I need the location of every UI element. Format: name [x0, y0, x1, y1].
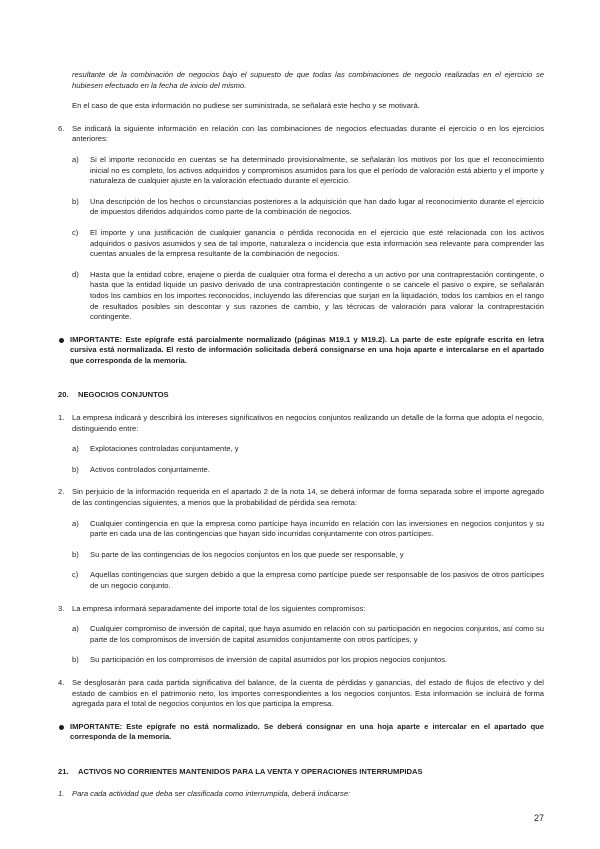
- section-title: NEGOCIOS CONJUNTOS: [78, 390, 169, 400]
- sub-letter: b): [72, 464, 79, 474]
- sub-letter: b): [72, 196, 79, 206]
- item-text: Sin perjuicio de la información requerida en el apartado 2 de la nota 14, se deberá informar de forma separada sobre el importe agregado de las contingencias siguientes, a menos que la probabilidad de pérdida sea remota:: [72, 487, 544, 508]
- sub-letter: c): [72, 227, 79, 237]
- item-6: [58, 124, 544, 145]
- sub-letter: a): [72, 154, 79, 164]
- sub-text: Su participación en los compromisos de inversión de capital asumidos por los propios negocios conjuntos.: [90, 655, 448, 665]
- sub-letter: d): [72, 269, 79, 279]
- sub-letter: a): [72, 444, 79, 454]
- page-number: 27: [533, 813, 544, 823]
- item-number: 2.: [58, 487, 65, 497]
- sub-text: Cualquier compromiso de inversión de capital, que haya asumido en relación con su participación en negocios conjuntos, así como su parte de los compromisos de inversión de capital asumidos conjuntamente con otros partícipes, y: [90, 624, 544, 644]
- s21-item-1: [58, 789, 544, 800]
- item-number: 4.: [58, 677, 65, 687]
- sub-text: Una descripción de los hechos o circunstancias posteriores a la adquisición que han dado lugar al reconocimiento durante el ejercicio de impuestos diferidos adquiridos como parte de la combinación de negocios.: [90, 196, 544, 217]
- bullet-icon: [59, 338, 64, 343]
- sub-letter: c): [72, 570, 79, 580]
- item-6-sub-d: [72, 270, 544, 323]
- sub-text: El importe y una justificación de cualquier ganancia o pérdida reconocida en el ejercicio que esté relacionada con los activos adquiridos o pasivos asumidos y sea de tal importe, naturaleza o incidencia que esta información sea relevante para comprender las cuentas anuales de la empresa resultante de la combinación de negocios.: [90, 227, 544, 259]
- sub-text: Cualquier contingencia en que la empresa como partícipe haya incurrido en relación con las inversiones en negocios conjuntos y su parte en cada una de las contingencias que hayan sido incurridas conjuntamente con otros partícipes.: [90, 518, 544, 539]
- s20-item-2: [58, 487, 544, 508]
- item-text: Se desglosarán para cada partida significativa del balance, de la cuenta de pérdidas y ganancias, del estado de flujos de efectivo y del estado de cambios en el patrimonio neto, los importes correspondientes a los negocios conjuntos. Esta información se incluirá de forma agregada para el total de negocios conjuntos en los que participa la empresa.: [72, 677, 544, 709]
- sub-text: Explotaciones controladas conjuntamente, y: [90, 444, 239, 454]
- sub-text: Hasta que la entidad cobre, enajene o pierda de cualquier otra forma el derecho a un activo por una contraprestación contingente, o hasta que la entidad liquide un pasivo derivado de una contraprestación contingente o se cancele el pasivo o expire, se señalarán todos los cambios en los importes reconocidos, incluyendo las diferencias que surjan en la liquidación, todos los cambios en el rango de resultados posibles sin descontar y sus razones de cambio, y las técnicas de valoración para valorar la contraprestación contingente.: [90, 269, 544, 322]
- important-note: [58, 335, 544, 367]
- sub-letter: a): [72, 624, 79, 634]
- fallback-paragraph: En el caso de que esta información no pudiese ser suministrada, se señalará este hecho y se motivará.: [72, 101, 420, 111]
- sub-text: Aquellas contingencias que surgen debido a que la empresa como partícipe puede ser responsable de los pasivos de otros partícipes de un negocio conjunto.: [90, 570, 544, 590]
- s20-item-1-sub-b: [72, 465, 544, 476]
- section-number: 20.: [58, 390, 69, 400]
- sub-text: Activos controlados conjuntamente.: [90, 464, 210, 474]
- item-number: 6.: [58, 123, 65, 133]
- section-title: ACTIVOS NO CORRIENTES MANTENIDOS PARA LA VENTA Y OPERACIONES INTERRUMPIDAS: [78, 766, 423, 776]
- section-heading-21: [58, 767, 544, 778]
- s20-item-2-sub-a: [72, 519, 544, 540]
- item-6-sub-a: [72, 155, 544, 187]
- s20-item-3-sub-a: [72, 624, 544, 645]
- sub-letter: a): [72, 518, 79, 528]
- s20-item-3-sub-b: [72, 655, 544, 666]
- sub-letter: b): [72, 549, 79, 559]
- item-number: 1.: [58, 413, 65, 423]
- item-text: Para cada actividad que deba ser clasificada como interrumpida, deberá indicarse:: [72, 788, 351, 798]
- item-number: 3.: [58, 603, 65, 613]
- s20-item-3: [58, 604, 544, 615]
- italic-continuation: resultante de la combinación de negocios bajo el supuesto de que todas las combinaciones de negocio realizadas en el ejercicio se hubiesen efectuado en la fecha de inicio del mismo.: [72, 70, 544, 90]
- important-note: [58, 722, 544, 743]
- sub-text: Su parte de las contingencias de los negocios conjuntos en los que puede ser responsable, y: [90, 549, 404, 559]
- sub-text: Si el importe reconocido en cuentas se ha determinado provisionalmente, se señalarán los motivos por los que el reconocimiento inicial no es completo, los activos adquiridos y compromisos asumidos para los que el período de valoración está abierto y el importe y naturaleza de cualquier ajuste en la valoración efectuado durante el ejercicio.: [90, 154, 544, 186]
- bullet-icon: [59, 725, 64, 730]
- item-6-sub-c: [72, 228, 544, 260]
- item-6-sub-b: [72, 197, 544, 218]
- item-number: 1.: [58, 788, 65, 798]
- s20-item-2-sub-c: [72, 570, 544, 591]
- s20-item-1-sub-a: [72, 444, 544, 455]
- s20-item-2-sub-b: [72, 550, 544, 561]
- important-note-text: IMPORTANTE: Este epígrafe no está normalizado. Se deberá consignar en una hoja aparte e intercalar en el apartado que corresponda de la memoria.: [70, 721, 544, 742]
- s20-item-4: [58, 678, 544, 710]
- section-heading-20: [58, 390, 544, 401]
- document-page: [58, 62, 544, 799]
- item-text: La empresa indicará y describirá los intereses significativos en negocios conjuntos realizando un detalle de la forma que adopta el negocio, distinguiendo entre:: [72, 413, 544, 433]
- s20-item-1: [58, 413, 544, 434]
- important-note-text: IMPORTANTE: Este epígrafe está parcialmente normalizado (páginas M19.1 y M19.2). La parte de este epígrafe escrita en letra cursiva está normalizada. El resto de información solicitada deberá consignarse en una hoja aparte e intercalarse en el apartado que corresponda de la memoria.: [70, 334, 544, 365]
- item-text: Se indicará la siguiente información en relación con las combinaciones de negocios efectuadas durante el ejercicio o en los ejercicios anteriores:: [72, 123, 544, 144]
- sub-letter: b): [72, 655, 79, 665]
- section-number: 21.: [58, 766, 69, 776]
- item-text: La empresa informará separadamente del importe total de los siguientes compromisos:: [72, 603, 366, 613]
